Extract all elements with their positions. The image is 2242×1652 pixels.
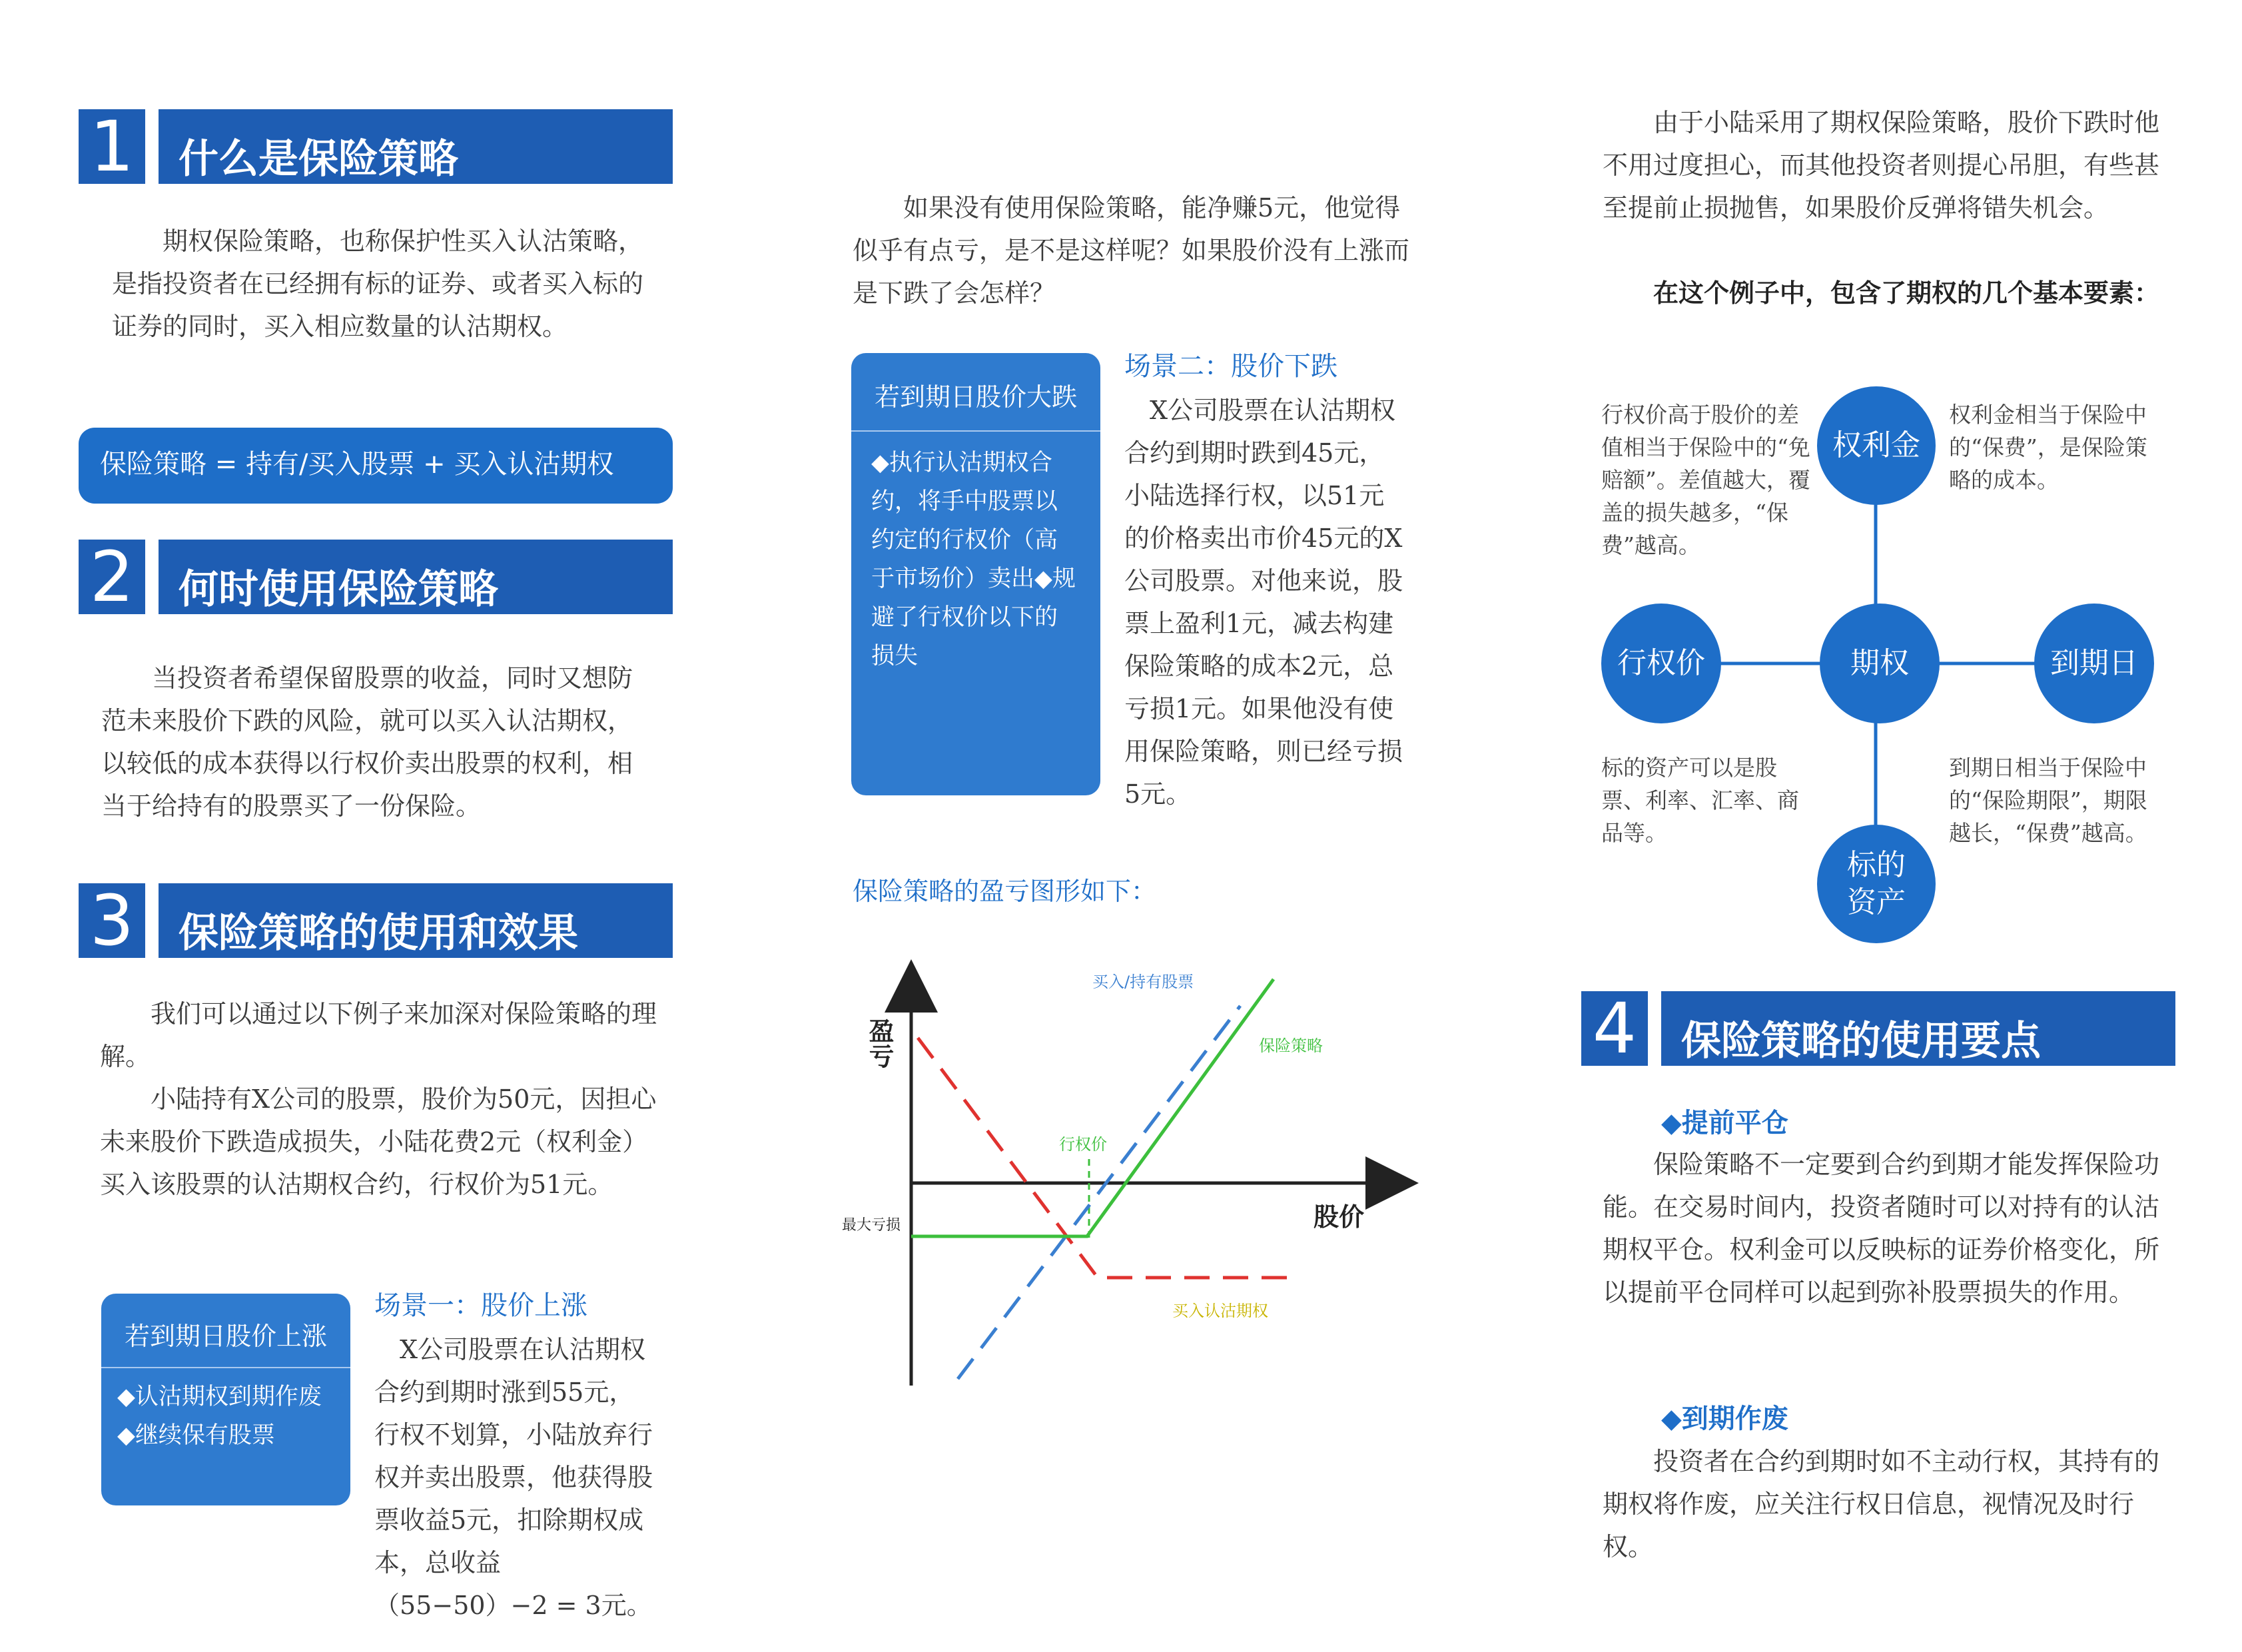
diagram-note-strike: 行权价高于股价的差值相当于保险中的“免赔额”。差值越大，覆盖的损失越多，“保费”越高。 bbox=[1601, 402, 1810, 558]
section-3-title: 保险策略的使用和效果 bbox=[159, 883, 673, 958]
x-axis-label: 股价 bbox=[1313, 1202, 1365, 1232]
diagram-right-circle: 到期日 bbox=[2034, 604, 2154, 723]
scenario-1-box bbox=[101, 1294, 350, 1505]
scenario-2-box-text: ◆执行认沽期权合约，将手中股票以约定的行权价（高于市场价）卖出◆规避了行权价以下的损失 bbox=[871, 450, 1076, 669]
scenario-1-box-item: ◆认沽期权到期作废 bbox=[117, 1384, 322, 1410]
point-2-text: 投资者在合约到期时如不主动行权，其持有的期权将作废，应关注行权日信息，视情况及时行权。 bbox=[1603, 1447, 2160, 1561]
scenario-2-box bbox=[851, 353, 1100, 795]
max-loss-annotation: 最大亏损 bbox=[842, 1217, 901, 1234]
section-1-number: 1 bbox=[79, 109, 145, 184]
section-3-number: 3 bbox=[79, 883, 145, 958]
scenario-1-heading: 场景一：股价上涨 bbox=[374, 1290, 587, 1321]
col3-paragraph-2: 在这个例子中，包含了期权的几个基本要素： bbox=[1653, 278, 2160, 308]
section-2-body: 当投资者希望保留股票的收益，同时又想防范未来股价下跌的风险，就可以买入认沽期权，以较低的成本获得以行权价卖出股票的权利，相当于给持有的股票买了一份保险。 bbox=[101, 663, 633, 821]
series-strategy-label: 保险策略 bbox=[1259, 1036, 1323, 1055]
section-4-title: 保险策略的使用要点 bbox=[1661, 991, 2175, 1066]
diagram-left-circle: 行权价 bbox=[1601, 604, 1721, 723]
diagram-top-circle: 权利金 bbox=[1817, 386, 1936, 505]
section-2-number: 2 bbox=[79, 540, 145, 614]
section-3-body: 我们可以通过以下例子来加深对保险策略的理解。 小陆持有X公司的股票，股价为50元，因担心未来股价下跌造成损失，小陆花费2元（权利金）买入该股票的认沽期权合约，行权价为51元。 bbox=[100, 999, 657, 1199]
series-put-label: 买入认沽期权 bbox=[1172, 1302, 1268, 1320]
diagram-bottom-circle: 标的资产 bbox=[1817, 825, 1936, 943]
scenario-1-box-item: ◆继续保有股票 bbox=[117, 1422, 275, 1449]
point-1-text: 保险策略不一定要到合约到期才能发挥保险功能。在交易时间内，投资者随时可以对持有的认沽期权平仓。权利金可以反映标的证券价格变化，所以提前平仓同样可以起到弥补股票损失的作用。 bbox=[1603, 1150, 2160, 1307]
y-axis-label: 盈亏 bbox=[865, 1018, 894, 1068]
diagram-note-underlying: 标的资产可以是股票、利率、汇率、商品等。 bbox=[1601, 755, 1799, 846]
scenario-1-box-title: 若到期日股价上涨 bbox=[101, 1294, 350, 1368]
scenario-2-heading: 场景二：股价下跌 bbox=[1124, 351, 1337, 382]
point-1-heading: ◆提前平仓 bbox=[1661, 1108, 1788, 1138]
section-1-title: 什么是保险策略 bbox=[159, 109, 673, 184]
formula-banner: 保险策略 = 持有/买入股票 + 买入认沽期权 bbox=[79, 428, 673, 504]
series-strategy-line bbox=[911, 979, 1274, 1236]
scenario-2-text: X公司股票在认沽期权合约到期时跌到45元，小陆选择行权，以51元的价格卖出市价45元的X公司股票。对他来说，股票上盈利1元，减去构建保险策略的成本2元，总亏损1元。如果他没有使用保险策略，则已经亏损5元。 bbox=[1124, 396, 1403, 809]
diagram-note-premium: 权利金相当于保险中的“保费”，是保险策略的成本。 bbox=[1949, 402, 2147, 493]
section-4-number: 4 bbox=[1581, 991, 1648, 1066]
diagram-center-circle: 期权 bbox=[1820, 604, 1940, 723]
series-stock-line bbox=[958, 1006, 1240, 1379]
col2-question: 如果没有使用保险策略，能净赚5元，他觉得似乎有点亏，是不是这样呢？如果股价没有上涨而是下跌了会怎样？ bbox=[853, 193, 1410, 308]
diagram-note-expiry: 到期日相当于保险中的“保险期限”，期限越长，“保费”越高。 bbox=[1949, 755, 2147, 846]
point-2-heading: ◆到期作废 bbox=[1661, 1404, 1788, 1434]
scenario-2-box-title: 若到期日股价大跌 bbox=[851, 353, 1100, 432]
section-2-title: 何时使用保险策略 bbox=[159, 540, 673, 614]
section-1-body: 期权保险策略，也称保护性买入认沽策略，是指投资者在已经拥有标的证券、或者买入标的证券的同时，买入相应数量的认沽期权。 bbox=[112, 226, 644, 341]
scenario-1-text: X公司股票在认沽期权合约到期时涨到55元，行权不划算，小陆放弃行权并卖出股票，他获得股票收益5元，扣除期权成本，总收益（55−50）−2 = 3元。 bbox=[374, 1335, 653, 1620]
strike-annotation: 行权价 bbox=[1059, 1135, 1107, 1154]
col3-paragraph-1: 由于小陆采用了期权保险策略，股价下跌时他不用过度担心，而其他投资者则提心吊胆，有些甚至提前止损抛售，如果股价反弹将错失机会。 bbox=[1603, 108, 2160, 222]
chart-caption: 保险策略的盈亏图形如下： bbox=[853, 877, 1157, 906]
payoff-chart bbox=[833, 959, 1419, 1412]
series-put-line bbox=[918, 1038, 1299, 1278]
series-stock-label: 买入/持有股票 bbox=[1092, 973, 1194, 991]
